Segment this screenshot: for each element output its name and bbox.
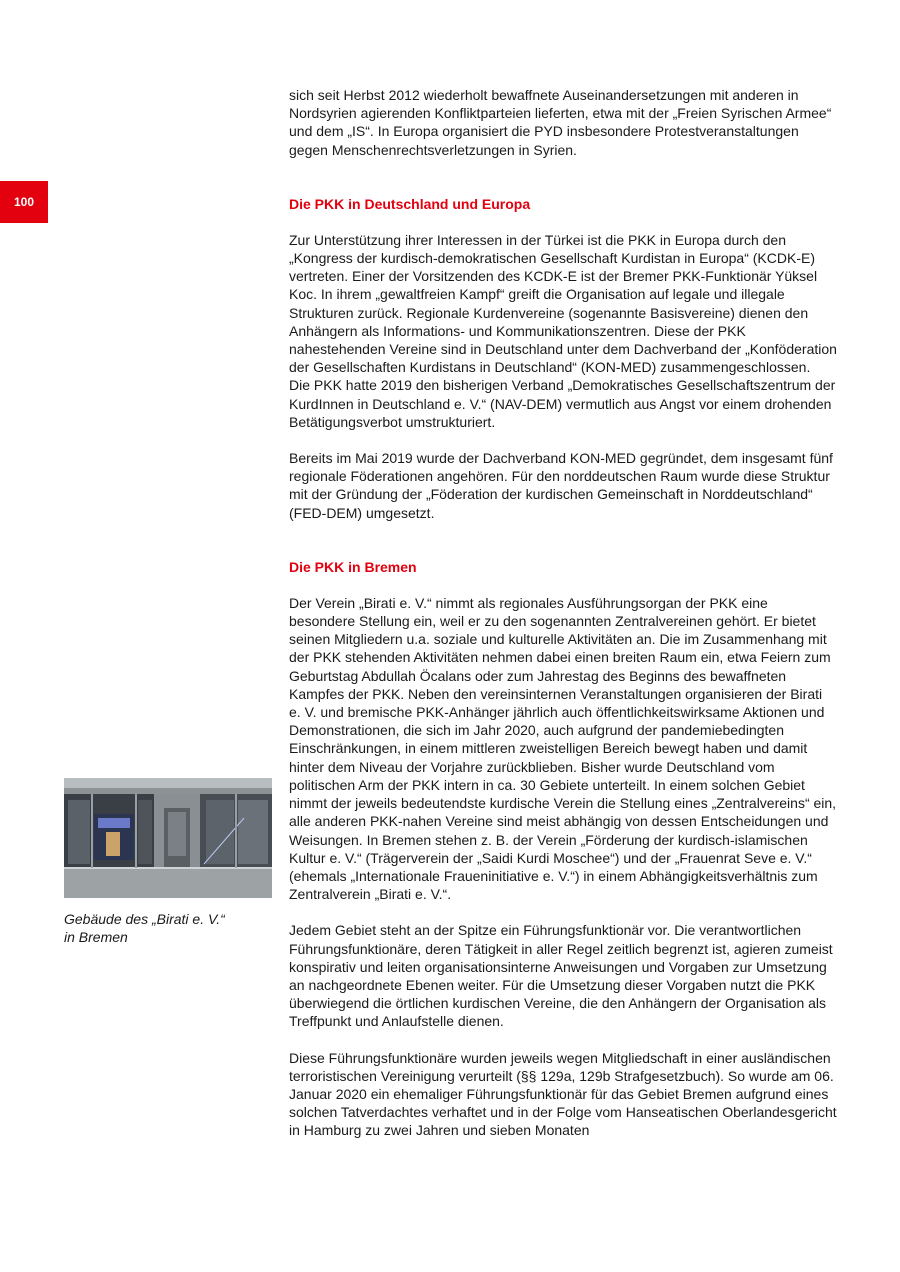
caption-line: in Bremen [64, 929, 128, 946]
main-text-column [289, 86, 837, 1140]
building-photo-illustration [64, 778, 272, 898]
caption-line: Gebäude des „Birati e. V.“ [64, 911, 225, 927]
building-photo [64, 778, 272, 898]
paragraph: Bereits im Mai 2019 wurde der Dachverband KON-MED gegründet, dem insgesamt fünf regionale Föderationen angehören. Für den norddeutschen Raum wurde diese Struktur mit der Gründung der „Föderation der kurdischen Gemeinschaft in Norddeutschland“ (FED-DEM) umgesetzt. [289, 450, 833, 521]
paragraph: Jedem Gebiet steht an der Spitze ein Führungsfunktionär vor. Die verantwortlichen Führungsfunktionäre, deren Tätigkeit in aller Regel zeitlich begrenzt ist, agieren zumeist konspirativ und leiten organisationsinterne Anweisungen und Vorgaben zur Umsetzung an nachgeordnete Ebenen weiter. Für die Umsetzung dieser Vorgaben nutzt die PKK überwiegend die örtlichen kurdischen Vereine, die den Anhängern der Organisation als Treffpunkt und Anlaufstelle dienen. [289, 922, 833, 1030]
page-number-tab [0, 181, 48, 223]
section-heading-bremen: Die PKK in Bremen [289, 558, 417, 575]
page-number: 100 [13, 195, 35, 209]
paragraph: Diese Führungsfunktionäre wurden jeweils wegen Mitgliedschaft in einer ausländischen terroristischen Vereinigung verurteilt (§§ 129a, 129b Strafgesetzbuch). So wurde am 06. Januar 2020 ein ehemaliger Führungsfunktionär für das Gebiet Bremen aufgrund eines solchen Tatverdachtes verhaftet und in der Folge vom Hanseatischen Oberlandesgericht in Hamburg zu zwei Jahren und sieben Monaten [289, 1049, 837, 1139]
section-heading-germany-europe: Die PKK in Deutschland und Europa [289, 195, 531, 212]
photo-caption [64, 910, 274, 947]
paragraph: Zur Unterstützung ihrer Interessen in der Türkei ist die PKK in Europa durch den „Kongress der kurdisch-demokratischen Gesellschaft Kurdistan in Europa“ (KCDK-E) vertreten. Einer der Vorsitzenden des KCDK-E ist der Bremer PKK-Funktionär Yüksel Koc. In ihrem „gewaltfreien Kampf“ greift die Organisation auf legale und illegale Strukturen zurück. Regionale Kurdenvereine (sogenannte Basisvereine) dienen den Anhängern als Informations- und Kommunikationszentren. Diese der PKK nahestehenden Vereine sind in Deutschland unter dem Dachverband der „Konföderation der Gesellschaften Kurdistans in Deutschland“ (KON-MED) zusammengeschlossen. [289, 231, 837, 376]
paragraph: Die PKK hatte 2019 den bisherigen Verband „Demokratisches Gesellschaftszentrum der KurdInnen in Deutschland e. V.“ (NAV-DEM) vermutlich aus Angst vor einem drohenden Betätigungsverbot umstrukturiert. [289, 377, 836, 430]
paragraph: Der Verein „Birati e. V.“ nimmt als regionales Ausführungsorgan der PKK eine besondere Stellung ein, weil er zu den sogenannten Zentralvereinen gehört. Er bietet seinen Mitgliedern u.a. soziale und kulturelle Aktivitäten an. Die im Zusammenhang mit der PKK stehenden Aktivitäten nehmen dabei einen breiten Raum ein, etwa Feiern zum Geburtstag Abdullah Öcalans oder zum Jahrestag des Beginns des bewaffneten Kampfes der PKK. Neben den vereinsinternen Veranstaltungen organisieren der Birati e. V. und bremische PKK-Anhänger jährlich auch öffentlichkeitswirksame Aktionen und Demonstrationen, die sich im Jahr 2020, auch aufgrund der pandemiebedingten Einschränkungen, in einem mittleren zweistelligen Bereich bewegt haben und damit hinter dem Niveau der Vorjahre zurückblieben. Bisher wurde Deutschland vom politischen Arm der PKK intern in ca. 30 Gebiete unterteilt. In einem solchen Gebiet nimmt der jeweils bedeutendste kurdische Verein die Stellung eines „Zentralvereins“ ein, alle anderen PKK-nahen Vereine sind meist abhängig von dessen Entscheidungen und Weisungen. In Bremen stehen z. B. der Verein „Förderung der kurdisch-islamischen Kultur e. V.“ (Trägerverein der „Saidi Kurdi Moschee“) und der „Frauenrat Seve e. V.“ (ehemals „Internationale Fraueninitiative e. V.“) in einem Abhängigkeitsverhältnis zum Zentralverein „Birati e. V.“. [289, 594, 837, 903]
intro-paragraph: sich seit Herbst 2012 wiederholt bewaffnete Auseinandersetzungen mit anderen in Nordsyrien agierenden Konfliktparteien lieferten, etwa mit der „Freien Syrischen Armee“ und dem „IS“. In Europa organisiert die PYD insbesondere Protestveranstaltungen gegen Menschenrechtsverletzungen in Syrien. [289, 87, 832, 158]
